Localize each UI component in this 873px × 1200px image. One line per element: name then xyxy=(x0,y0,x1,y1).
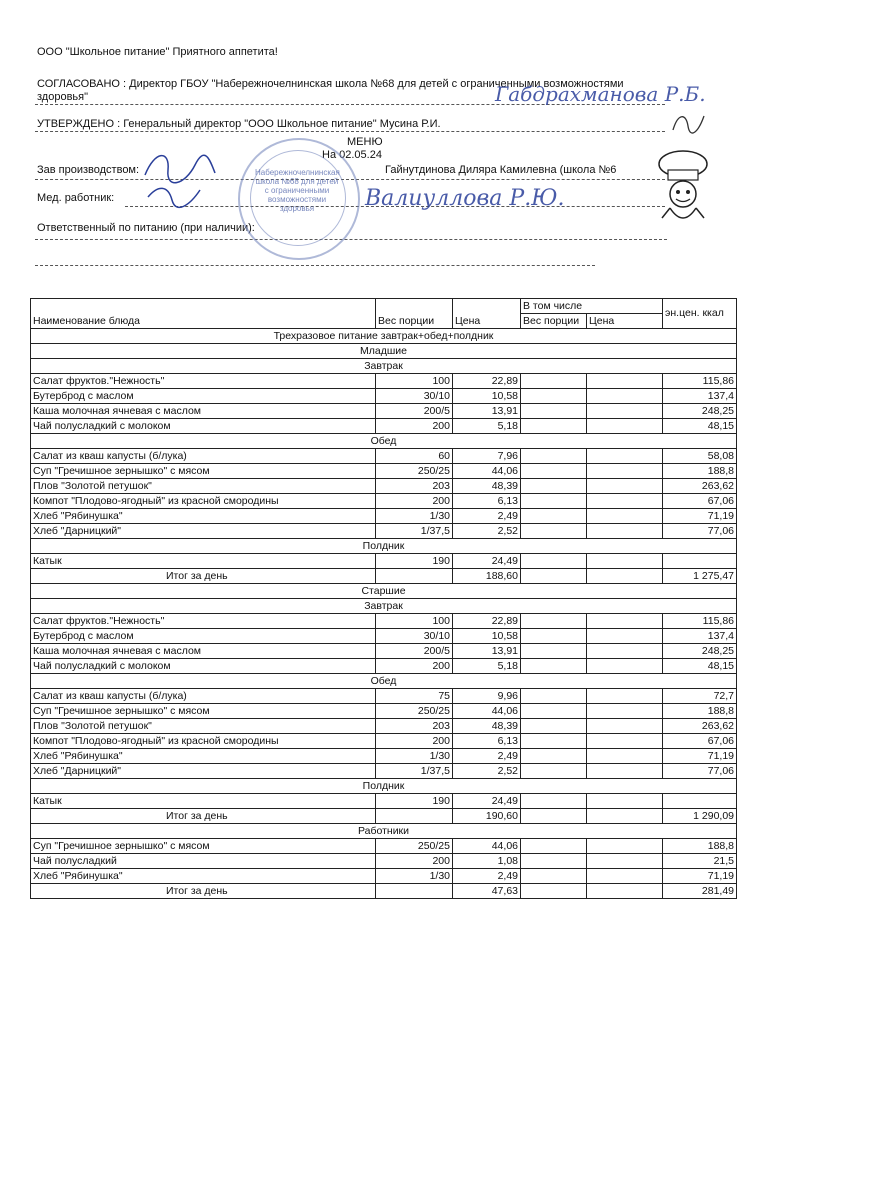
dish-name: Чай полусладкий xyxy=(31,854,376,869)
sub-weight-cell xyxy=(521,389,587,404)
section-row xyxy=(31,779,737,794)
dish-row xyxy=(31,479,737,494)
sub-weight-cell xyxy=(521,464,587,479)
total-energy: 1 290,09 xyxy=(663,809,737,824)
approved-line: УТВЕРЖДЕНО : Генеральный директор "ООО Школьное питание" Мусина Р.И. xyxy=(37,118,441,130)
menu-table xyxy=(30,298,737,899)
divider xyxy=(35,239,667,240)
sub-weight-cell xyxy=(521,704,587,719)
dish-energy: 263,62 xyxy=(663,479,737,494)
column-header-dish: Наименование блюда xyxy=(31,299,376,329)
sub-price-cell xyxy=(587,734,663,749)
dish-weight: 100 xyxy=(376,614,453,629)
sub-weight-cell xyxy=(521,689,587,704)
section-title: Обед xyxy=(31,674,737,689)
dish-row xyxy=(31,869,737,884)
column-header-energy: эн.цен. ккал xyxy=(663,299,737,329)
sub-price-cell xyxy=(587,554,663,569)
dish-energy: 21,5 xyxy=(663,854,737,869)
total-label: Итог за день xyxy=(31,569,376,584)
dish-row xyxy=(31,704,737,719)
dish-price: 6,13 xyxy=(453,494,521,509)
total-energy: 1 275,47 xyxy=(663,569,737,584)
column-header-including: В том числе xyxy=(521,299,663,314)
dish-row xyxy=(31,749,737,764)
dish-row xyxy=(31,644,737,659)
dish-energy xyxy=(663,554,737,569)
dish-weight: 30/10 xyxy=(376,629,453,644)
dish-energy: 67,06 xyxy=(663,494,737,509)
dish-name: Хлеб "Дарницкий" xyxy=(31,764,376,779)
dish-price: 24,49 xyxy=(453,794,521,809)
dish-row xyxy=(31,389,737,404)
medic-label: Мед. работник: xyxy=(37,192,115,204)
section-title: Работники xyxy=(31,824,737,839)
dish-weight: 200 xyxy=(376,494,453,509)
dish-name: Компот "Плодово-ягодный" из красной смородины xyxy=(31,734,376,749)
dish-energy: 115,86 xyxy=(663,374,737,389)
sub-price-cell xyxy=(587,644,663,659)
section-title: Обед xyxy=(31,434,737,449)
dish-energy: 72,7 xyxy=(663,689,737,704)
dish-price: 6,13 xyxy=(453,734,521,749)
dish-energy: 71,19 xyxy=(663,509,737,524)
section-row xyxy=(31,329,737,344)
dish-price: 48,39 xyxy=(453,479,521,494)
sub-weight-cell xyxy=(521,749,587,764)
dish-row xyxy=(31,689,737,704)
dish-price: 48,39 xyxy=(453,719,521,734)
dish-price: 13,91 xyxy=(453,404,521,419)
menu-title: МЕНЮ xyxy=(347,136,383,148)
dish-name: Салат из кваш капусты (б/лука) xyxy=(31,449,376,464)
dish-row xyxy=(31,629,737,644)
sub-price-cell xyxy=(587,614,663,629)
dish-name: Компот "Плодово-ягодный" из красной смородины xyxy=(31,494,376,509)
sub-price-cell xyxy=(587,509,663,524)
dish-price: 10,58 xyxy=(453,389,521,404)
sub-price-cell xyxy=(587,494,663,509)
signature-director: Габдрахманова Р.Б. xyxy=(495,82,706,106)
dish-weight: 250/25 xyxy=(376,704,453,719)
section-row xyxy=(31,539,737,554)
sub-price-cell xyxy=(587,464,663,479)
dish-row xyxy=(31,524,737,539)
dish-weight: 203 xyxy=(376,719,453,734)
sub-price-cell xyxy=(587,374,663,389)
dish-name: Бутерброд с маслом xyxy=(31,629,376,644)
stamp-text: Набережночелнинская школа №68 для детей с ограниченными возможностями здоровья xyxy=(255,168,340,213)
signature-production xyxy=(140,145,220,210)
dish-weight: 1/30 xyxy=(376,749,453,764)
menu-date: На 02.05.24 xyxy=(322,149,382,161)
dish-weight: 200/5 xyxy=(376,404,453,419)
company-line: ООО "Школьное питание" Приятного аппетита! xyxy=(37,46,278,58)
total-row xyxy=(31,809,737,824)
section-title: Полдник xyxy=(31,539,737,554)
dish-energy: 48,15 xyxy=(663,419,737,434)
dish-weight: 200 xyxy=(376,659,453,674)
sub-weight-cell xyxy=(521,644,587,659)
dish-price: 24,49 xyxy=(453,554,521,569)
sub-weight-cell xyxy=(521,404,587,419)
dish-row xyxy=(31,404,737,419)
dish-row xyxy=(31,509,737,524)
total-row xyxy=(31,884,737,899)
column-header-sub-price: Цена xyxy=(587,314,663,329)
sub-weight-cell xyxy=(521,629,587,644)
sub-price-cell xyxy=(587,404,663,419)
sub-price-cell xyxy=(587,659,663,674)
dish-weight: 30/10 xyxy=(376,389,453,404)
sub-price-cell xyxy=(587,749,663,764)
dish-name: Катык xyxy=(31,794,376,809)
dish-weight: 250/25 xyxy=(376,464,453,479)
divider xyxy=(35,131,665,132)
dish-energy: 77,06 xyxy=(663,764,737,779)
dish-price: 44,06 xyxy=(453,839,521,854)
dish-price: 22,89 xyxy=(453,374,521,389)
section-title: Старшие xyxy=(31,584,737,599)
sub-weight-cell xyxy=(521,809,587,824)
dish-name: Плов "Золотой петушок" xyxy=(31,719,376,734)
sub-price-cell xyxy=(587,569,663,584)
sub-price-cell xyxy=(587,869,663,884)
agreed-line-2: здоровья" xyxy=(37,91,89,103)
sub-weight-cell xyxy=(521,734,587,749)
dish-energy: 115,86 xyxy=(663,614,737,629)
dish-energy: 188,8 xyxy=(663,704,737,719)
sub-price-cell xyxy=(587,629,663,644)
dish-price: 5,18 xyxy=(453,419,521,434)
dish-row xyxy=(31,839,737,854)
sub-weight-cell xyxy=(521,479,587,494)
dish-row xyxy=(31,659,737,674)
dish-energy: 263,62 xyxy=(663,719,737,734)
total-price: 188,60 xyxy=(453,569,521,584)
sub-weight-cell xyxy=(521,494,587,509)
sub-price-cell xyxy=(587,794,663,809)
section-title: Полдник xyxy=(31,779,737,794)
dish-energy: 248,25 xyxy=(663,404,737,419)
total-price: 47,63 xyxy=(453,884,521,899)
dish-price: 2,52 xyxy=(453,764,521,779)
dish-price: 44,06 xyxy=(453,704,521,719)
column-header-sub-weight: Вес порции xyxy=(521,314,587,329)
dish-weight: 1/30 xyxy=(376,509,453,524)
total-label: Итог за день xyxy=(31,884,376,899)
dish-energy: 71,19 xyxy=(663,869,737,884)
total-weight-cell xyxy=(376,884,453,899)
dish-row xyxy=(31,419,737,434)
sub-price-cell xyxy=(587,854,663,869)
dish-row xyxy=(31,764,737,779)
sub-weight-cell xyxy=(521,449,587,464)
dish-name: Салат из кваш капусты (б/лука) xyxy=(31,689,376,704)
scribble-mark xyxy=(668,108,708,138)
section-row xyxy=(31,344,737,359)
dish-weight: 1/37,5 xyxy=(376,764,453,779)
dish-weight: 1/37,5 xyxy=(376,524,453,539)
dish-name: Суп "Гречишное зернышко" с мясом xyxy=(31,704,376,719)
section-row xyxy=(31,824,737,839)
dish-name: Салат фруктов."Нежность" xyxy=(31,374,376,389)
dish-price: 10,58 xyxy=(453,629,521,644)
sub-weight-cell xyxy=(521,524,587,539)
sub-price-cell xyxy=(587,719,663,734)
dish-weight: 200 xyxy=(376,854,453,869)
dish-weight: 60 xyxy=(376,449,453,464)
sub-price-cell xyxy=(587,419,663,434)
section-row xyxy=(31,359,737,374)
total-energy: 281,49 xyxy=(663,884,737,899)
sub-weight-cell xyxy=(521,509,587,524)
section-row xyxy=(31,434,737,449)
dish-energy: 137,4 xyxy=(663,389,737,404)
dish-weight: 1/30 xyxy=(376,869,453,884)
dish-price: 2,49 xyxy=(453,509,521,524)
dish-price: 22,89 xyxy=(453,614,521,629)
sub-weight-cell xyxy=(521,374,587,389)
dish-energy: 248,25 xyxy=(663,644,737,659)
section-title: Завтрак xyxy=(31,359,737,374)
dish-name: Каша молочная ячневая с маслом xyxy=(31,404,376,419)
dish-price: 44,06 xyxy=(453,464,521,479)
dish-price: 2,52 xyxy=(453,524,521,539)
dish-row xyxy=(31,854,737,869)
dish-energy: 188,8 xyxy=(663,464,737,479)
sub-price-cell xyxy=(587,764,663,779)
dish-row xyxy=(31,794,737,809)
table-header-row xyxy=(31,299,737,314)
section-title: Младшие xyxy=(31,344,737,359)
section-title: Трехразовое питание завтрак+обед+полдник xyxy=(31,329,737,344)
agreed-line-1: СОГЛАСОВАНО : Директор ГБОУ "Набережночелнинская школа №68 для детей с ограниченными возможностями xyxy=(37,78,624,90)
sub-weight-cell xyxy=(521,794,587,809)
sub-price-cell xyxy=(587,524,663,539)
dish-name: Хлеб "Рябинушка" xyxy=(31,749,376,764)
sub-weight-cell xyxy=(521,719,587,734)
total-weight-cell xyxy=(376,809,453,824)
dish-price: 9,96 xyxy=(453,689,521,704)
dish-weight: 203 xyxy=(376,479,453,494)
dish-name: Каша молочная ячневая с маслом xyxy=(31,644,376,659)
column-header-price: Цена xyxy=(453,299,521,329)
dish-row xyxy=(31,494,737,509)
total-price: 190,60 xyxy=(453,809,521,824)
sub-weight-cell xyxy=(521,554,587,569)
signature-medic: Валиуллова Р.Ю. xyxy=(365,186,565,211)
dish-row xyxy=(31,734,737,749)
sub-price-cell xyxy=(587,884,663,899)
sub-weight-cell xyxy=(521,419,587,434)
dish-name: Бутерброд с маслом xyxy=(31,389,376,404)
dish-energy: 188,8 xyxy=(663,839,737,854)
dish-price: 5,18 xyxy=(453,659,521,674)
dish-weight: 190 xyxy=(376,554,453,569)
dish-row xyxy=(31,554,737,569)
dish-name: Суп "Гречишное зернышко" с мясом xyxy=(31,839,376,854)
total-weight-cell xyxy=(376,569,453,584)
sub-price-cell xyxy=(587,689,663,704)
production-label: Зав производством: xyxy=(37,164,140,176)
sub-weight-cell xyxy=(521,569,587,584)
sub-weight-cell xyxy=(521,854,587,869)
section-row xyxy=(31,599,737,614)
sub-price-cell xyxy=(587,479,663,494)
dish-price: 2,49 xyxy=(453,749,521,764)
section-title: Завтрак xyxy=(31,599,737,614)
sub-price-cell xyxy=(587,839,663,854)
dish-energy: 77,06 xyxy=(663,524,737,539)
dish-name: Катык xyxy=(31,554,376,569)
dish-name: Суп "Гречишное зернышко" с мясом xyxy=(31,464,376,479)
dish-name: Чай полусладкий с молоком xyxy=(31,659,376,674)
dish-name: Чай полусладкий с молоком xyxy=(31,419,376,434)
dish-price: 13,91 xyxy=(453,644,521,659)
dish-price: 1,08 xyxy=(453,854,521,869)
dish-weight: 200 xyxy=(376,419,453,434)
dish-price: 7,96 xyxy=(453,449,521,464)
divider xyxy=(35,265,595,266)
dish-row xyxy=(31,464,737,479)
dish-energy: 67,06 xyxy=(663,734,737,749)
sub-weight-cell xyxy=(521,884,587,899)
sub-weight-cell xyxy=(521,614,587,629)
dish-row xyxy=(31,374,737,389)
sub-weight-cell xyxy=(521,869,587,884)
dish-name: Салат фруктов."Нежность" xyxy=(31,614,376,629)
dish-weight: 100 xyxy=(376,374,453,389)
production-name: Гайнутдинова Диляра Камилевна (школа №6 xyxy=(385,164,617,176)
total-label: Итог за день xyxy=(31,809,376,824)
sub-price-cell xyxy=(587,704,663,719)
dish-energy: 137,4 xyxy=(663,629,737,644)
dish-name: Хлеб "Рябинушка" xyxy=(31,509,376,524)
sub-price-cell xyxy=(587,809,663,824)
dish-weight: 250/25 xyxy=(376,839,453,854)
chef-logo-icon xyxy=(648,148,718,230)
dish-row xyxy=(31,449,737,464)
dish-price: 2,49 xyxy=(453,869,521,884)
dish-row xyxy=(31,614,737,629)
section-row xyxy=(31,584,737,599)
column-header-weight: Вес порции xyxy=(376,299,453,329)
dish-row xyxy=(31,719,737,734)
responsible-label: Ответственный по питанию (при наличии): xyxy=(37,222,255,234)
dish-weight: 190 xyxy=(376,794,453,809)
dish-name: Хлеб "Дарницкий" xyxy=(31,524,376,539)
dish-weight: 200 xyxy=(376,734,453,749)
dish-weight: 75 xyxy=(376,689,453,704)
dish-name: Хлеб "Рябинушка" xyxy=(31,869,376,884)
sub-weight-cell xyxy=(521,764,587,779)
sub-price-cell xyxy=(587,389,663,404)
dish-energy: 48,15 xyxy=(663,659,737,674)
total-row xyxy=(31,569,737,584)
dish-energy: 58,08 xyxy=(663,449,737,464)
dish-weight: 200/5 xyxy=(376,644,453,659)
sub-weight-cell xyxy=(521,839,587,854)
sub-weight-cell xyxy=(521,659,587,674)
section-row xyxy=(31,674,737,689)
sub-price-cell xyxy=(587,449,663,464)
dish-energy: 71,19 xyxy=(663,749,737,764)
dish-name: Плов "Золотой петушок" xyxy=(31,479,376,494)
dish-energy xyxy=(663,794,737,809)
